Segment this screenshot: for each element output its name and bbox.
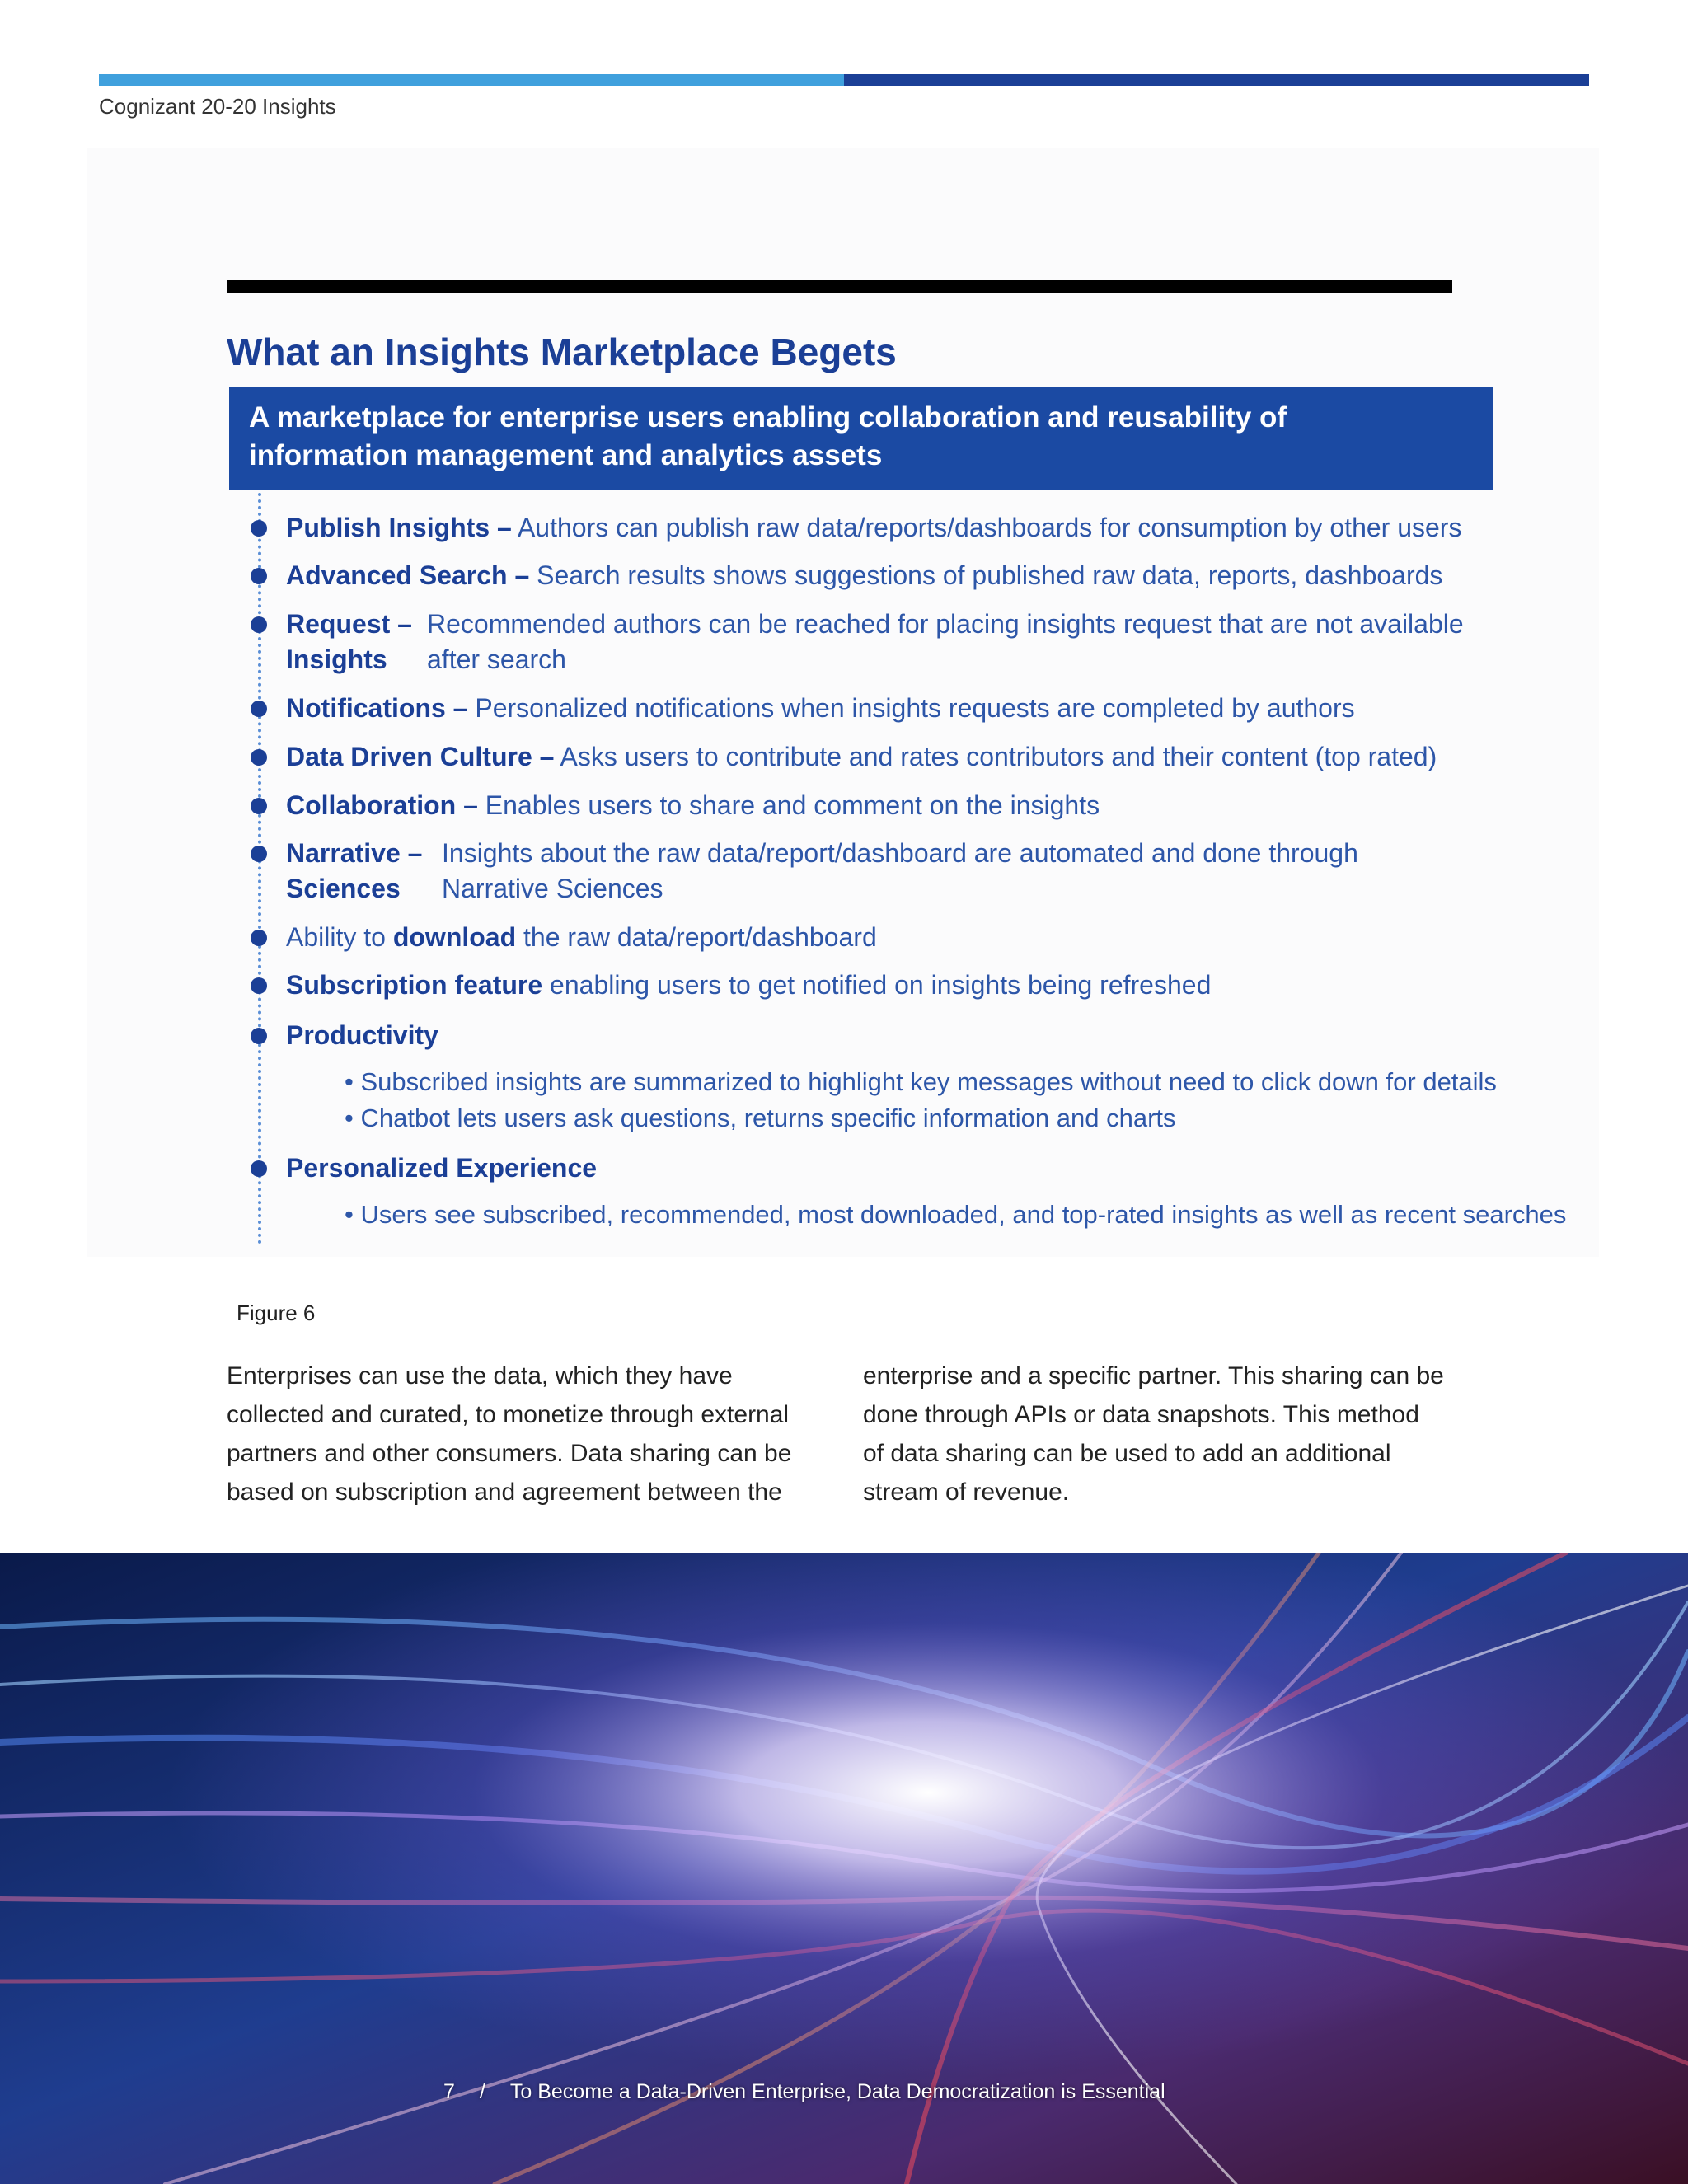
item-title: Personalized Experience xyxy=(286,1153,598,1183)
item-desc: Search results shows suggestions of published raw data, reports, dashboards xyxy=(537,560,1443,590)
item-title: Advanced Search – xyxy=(286,560,530,590)
figure-banner xyxy=(229,387,1493,490)
list-item xyxy=(286,510,1461,546)
sub-item: • Chatbot lets users ask questions, returns specific information and charts xyxy=(345,1104,1176,1132)
item-title xyxy=(286,607,427,677)
bullet-icon xyxy=(251,616,267,633)
body-column-1 xyxy=(227,1357,820,1511)
bullet-icon xyxy=(251,930,267,946)
item-title: Data Driven Culture – xyxy=(286,742,555,771)
item-post: enabling users to get notified on insights being refreshed xyxy=(550,970,1212,1000)
bullet-icon xyxy=(251,749,267,766)
item-desc: Personalized notifications when insights requests are completed by authors xyxy=(475,693,1355,723)
item-title: Collaboration – xyxy=(286,790,478,820)
item-desc: Asks users to contribute and rates contributors and their content (top rated) xyxy=(560,742,1437,771)
banner-line-2: information management and analytics assets xyxy=(249,439,883,471)
top-accent-bar-light xyxy=(99,74,844,86)
item-desc xyxy=(427,607,1464,677)
dotted-timeline xyxy=(258,493,261,1244)
list-item xyxy=(286,1018,438,1053)
item-title-line-1: Request – xyxy=(286,609,412,639)
sub-item: • Subscribed insights are summarized to highlight key messages without need to click down for details xyxy=(345,1067,1497,1096)
list-item xyxy=(286,968,1211,1003)
list-item xyxy=(286,920,877,955)
bullet-icon xyxy=(251,701,267,717)
item-desc xyxy=(442,836,1358,907)
figure-caption: Figure 6 xyxy=(237,1301,316,1325)
item-desc: Authors can publish raw data/reports/dashboards for consumption by other users xyxy=(517,513,1462,542)
body-line: enterprise and a specific partner. This sharing can be xyxy=(863,1362,1444,1390)
footer-separator: / xyxy=(479,2080,485,2103)
item-title: Notifications – xyxy=(286,693,468,723)
list-item xyxy=(286,691,1355,726)
item-desc-line-2: Narrative Sciences xyxy=(442,874,663,903)
body-line: done through APIs or data snapshots. This method xyxy=(863,1401,1419,1428)
bullet-icon xyxy=(251,846,267,862)
item-bold: download xyxy=(392,922,517,952)
top-accent-bar xyxy=(99,74,1589,86)
body-line: based on subscription and agreement between the xyxy=(227,1479,782,1506)
figure-top-rule xyxy=(227,280,1452,293)
item-post: the raw data/report/dashboard xyxy=(523,922,877,952)
body-line: Enterprises can use the data, which they have xyxy=(227,1362,733,1390)
bullet-icon xyxy=(251,568,267,584)
body-line: stream of revenue. xyxy=(863,1479,1070,1506)
bullet-icon xyxy=(251,1028,267,1044)
item-title: Publish Insights – xyxy=(286,513,512,542)
bullet-icon xyxy=(251,798,267,814)
bullet-icon xyxy=(251,977,267,994)
bullet-icon xyxy=(251,1160,267,1177)
list-item xyxy=(286,788,1100,823)
item-desc-line-2: after search xyxy=(427,644,566,674)
list-item xyxy=(286,558,1442,593)
item-desc: Enables users to share and comment on the insights xyxy=(485,790,1100,820)
item-desc-line-1: Insights about the raw data/report/dashboard are automated and done through xyxy=(442,838,1358,868)
footer-title: To Become a Data-Driven Enterprise, Data Democratization is Essential xyxy=(509,2080,1165,2103)
list-item xyxy=(286,607,1464,677)
list-item xyxy=(286,739,1437,775)
figure-title: What an Insights Marketplace Begets xyxy=(227,330,897,373)
item-title-line-2: Insights xyxy=(286,644,387,674)
list-item xyxy=(286,836,1358,907)
banner-line-1: A marketplace for enterprise users enabling collaboration and reusability of xyxy=(249,401,1287,434)
page-footer xyxy=(443,2080,1165,2104)
item-desc-line-1: Recommended authors can be reached for placing insights request that are not available xyxy=(427,609,1464,639)
body-column-2 xyxy=(863,1357,1456,1511)
list-item xyxy=(286,1151,597,1186)
bullet-icon xyxy=(251,520,267,537)
sub-item: • Users see subscribed, recommended, most downloaded, and top-rated insights as well as recent searches xyxy=(345,1200,1567,1229)
body-line: of data sharing can be used to add an additional xyxy=(863,1440,1391,1467)
top-accent-bar-dark xyxy=(844,74,1589,86)
body-line: partners and other consumers. Data sharing can be xyxy=(227,1440,792,1467)
item-title xyxy=(286,836,442,907)
item-bold: Subscription feature xyxy=(286,970,543,1000)
item-title: Productivity xyxy=(286,1020,438,1050)
body-line: collected and curated, to monetize through external xyxy=(227,1401,790,1428)
item-title-line-1: Narrative – xyxy=(286,838,423,868)
publication-label: Cognizant 20-20 Insights xyxy=(99,94,336,119)
item-pre: Ability to xyxy=(286,922,386,952)
page-number: 7 xyxy=(443,2080,455,2103)
item-title-line-2: Sciences xyxy=(286,874,401,903)
